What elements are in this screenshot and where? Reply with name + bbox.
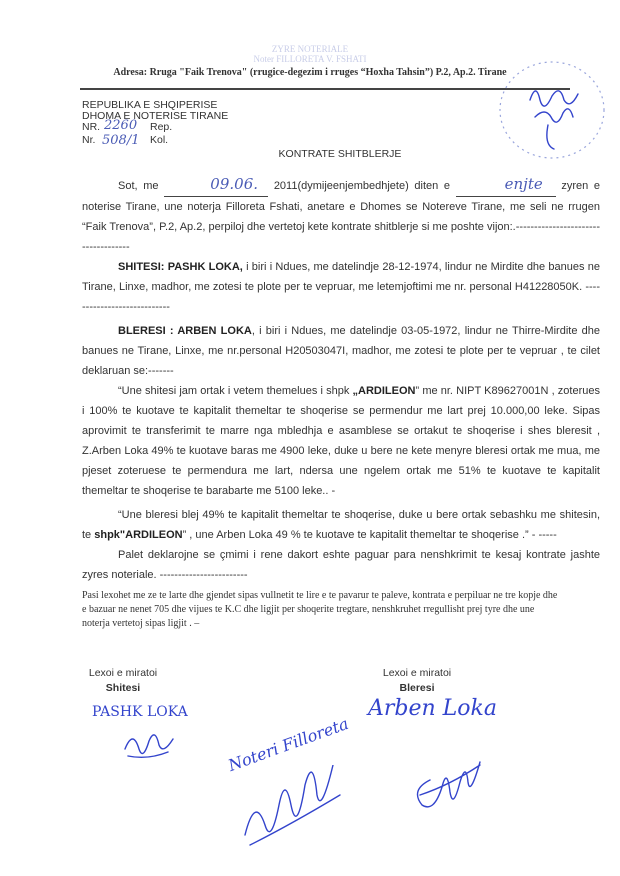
seller-text: i biri i Ndues, me datelindje 28-12-1974, lindur ne Mirdite dhe banues ne Tirane, Linxe, madhor, me zotesi te plote per te vepruar, me letemjoftimi me nr. personal H41228050K. ---------------------------- [82,261,600,313]
office-address: Adresa: Rruga "Faik Trenova" (rrugice-degezim i rruges “Hoxha Tahsin”) P.2, Ap.2. Tirane [113,67,507,78]
buyer-signature-icon [400,740,490,815]
office-name: ZYRE NOTERIALE [271,44,349,54]
buyer-role-label: Bleresi [399,682,435,694]
seller-label: SHITESI: PASHK LOKA, [118,261,243,273]
nr2-label: Nr. [82,134,96,146]
notary-name: Noter FILLORETA V. FSHATI [253,54,367,64]
nr-value: 2260 [104,118,138,133]
seller-role-label: Shitesi [105,682,141,694]
rep-label: Rep. [150,121,173,133]
buyer-signature-block [372,666,462,696]
declaration2-company: shpk"ARDILEON [94,529,183,541]
closing-paragraph: Pasi lexohet me ze te larte dhe gjendet sipas vullnetit te lire e te pavarur te paleve, kontrata e perpiluar ne tre kopje dhe e bazuar ne nenet 705 dhe vijues te K.C dhe ligjit per shoqerite tregtare, nenshkruhet rregullisht prej tyre dhe une noterja vertetoj sipas ligjit . – [82,590,558,629]
payment-paragraph: Palet deklarojne se çmimi i rene dakort eshte paguar para nenshkrimit te kesaj kontrate jashte zyres noteriale. ------------------------ [82,549,600,581]
seller-signature-block [78,666,168,696]
nr2-value: 508/1 [102,133,140,148]
republic-label: REPUBLIKA E SHQIPERISE [82,99,218,111]
intro-prefix: Sot, me [118,180,159,192]
declaration1-company: „ARDILEON [352,385,416,397]
notary-signature-icon [230,765,360,855]
chamber-label: DHOMA E NOTERISE TIRANE [82,110,229,122]
contract-body [82,176,600,631]
declaration1-pre: “Une shitesi jam ortak i vetem themelues i shpk [118,385,353,397]
declaration1-post: ” me nr. NIPT K89627001N , zoterues i 100% te kuotave te kapitalit themeltar te shoqerise se permendur me lart prej 10.000,00 leke. Sipas aprovimit te transferimit te marre nga mbledhja e asamblese se ortakut te shoqerise i shes bleresit , Z.Arben Loka 49% te kuotave baras me 4900 leke, duke u bere ne kete menyre bleresi ortak me mua, me pjeset zoteruese te permendura me lart, ndersa une ngelem ortak me 51% te kuotave te kapitalit themeltar te shoqerise te barabarte me 5100 leke.. - [82,385,600,497]
intro-text: zyren e noterise Tirane, une noterja Filloreta Fshati, anetare e Dhomes se Notereve Tirane, me seli ne rrugen “Faik Trenova”, P.2, Ap.2, perpiloj dhe vertetoj kete kontrate shitblerje si me poshte vijon:.------------------------------------ [82,180,600,253]
buyer-handwritten-name: Arben Loka [368,696,497,721]
page-title: KONTRATE SHITBLERJE [278,148,402,160]
seller-read-label: Lexoi e miratoi [88,667,158,679]
seller-paragraph [82,257,600,317]
contract-day: enjte [504,175,543,193]
seller-handwritten-name: PASHK LOKA [92,704,188,720]
buyer-text: , i biri i Ndues, me datelindje 03-05-1972, lindur ne Thirre-Mirdite dhe banues ne Tirane, Linxe, me nr.personal H20503047I, madhor, me zotesi te plote per te vepruar , te cilet deklaruan se:------- [82,325,601,377]
buyer-declaration [82,505,600,545]
seller-declaration [82,381,600,501]
buyer-paragraph [82,321,600,381]
buyer-label: BLERESI : ARBEN LOKA [118,325,252,337]
kol-label: Kol. [150,134,169,146]
intro-year: 2011(dymijeenjembedhjete) diten e [273,180,451,192]
declaration2-post: ” , une Arben Loka 49 % te kuotave te kapitalit themeltar te shoqerise .” - ----- [182,529,557,541]
buyer-read-label: Lexoi e miratoi [382,667,452,679]
notary-handwritten-name: Noteri Filloreta [225,713,351,776]
contract-date: 09.06. [210,175,259,193]
intro-paragraph [82,176,600,257]
seller-signature-icon [120,724,180,764]
nr-label: NR. [82,121,101,133]
declaration2-pre: “Une bleresi blej 49% te kapitalit themeltar te shoqerise, duke u bere ortak sebashku me shitesin, te [82,509,600,541]
